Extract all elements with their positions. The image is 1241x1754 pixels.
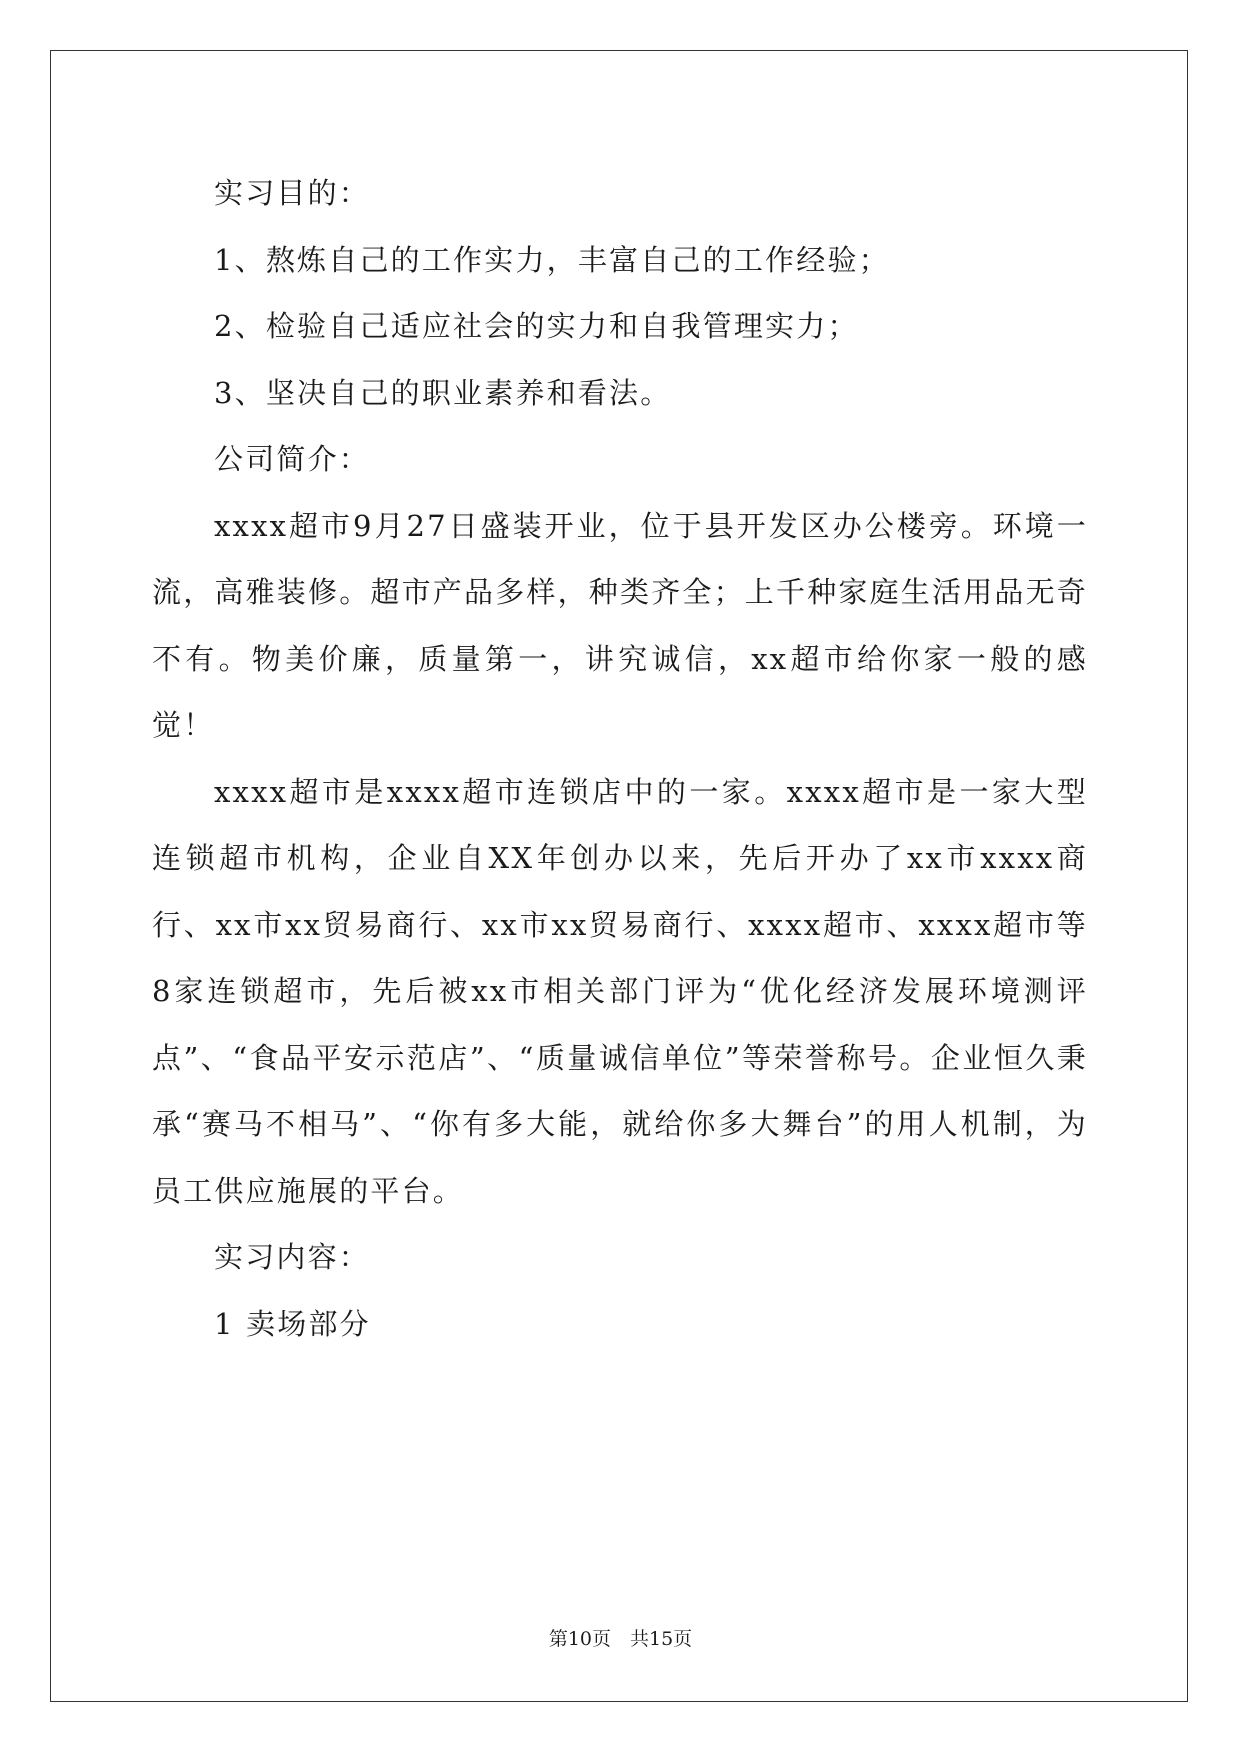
heading-internship-purpose: 实习目的： [214,176,371,210]
document-body [152,160,1088,1357]
purpose-item-2: 2、检验自己适应社会的实力和自我管理实力； [214,309,859,343]
purpose-item-1: 1、熬炼自己的工作实力，丰富自己的工作经验； [214,242,890,277]
page-footer: 第10页 共15页 [548,1628,693,1650]
heading-internship-content: 实习内容： [214,1240,371,1274]
company-intro-paragraph-2: xxxx超市是xxxx超市连锁店中的一家。xxxx超市是一家大型连锁超市机构，企业自XX年创办以来，先后开办了xx市xxxx商行、xx市xx贸易商行、xx市xx贸易商行、xxxx超市、xxxx超市等8家连锁超市，先后被xx市相关部门评为“优化经济发展环境测评点”、“食品平安示范店”、“质量诚信单位”等荣誉称号。企业恒久秉承“赛马不相马”、“你有多大能，就给你多大舞台”的用人机制，为员工供应施展的平台。 [152,774,1088,1208]
company-intro-paragraph-1: xxxx超市9月27日盛装开业，位于县开发区办公楼旁。环境一流，高雅装修。超市产品多样，种类齐全；上千种家庭生活用品无奇不有。物美价廉，质量第一，讲究诚信，xx超市给你家一般的感觉！ [152,508,1089,742]
heading-company-intro: 公司简介： [214,442,371,476]
purpose-item-3: 3、坚决自己的职业素养和看法。 [214,375,672,410]
content-item-1: 1 卖场部分 [214,1306,371,1341]
